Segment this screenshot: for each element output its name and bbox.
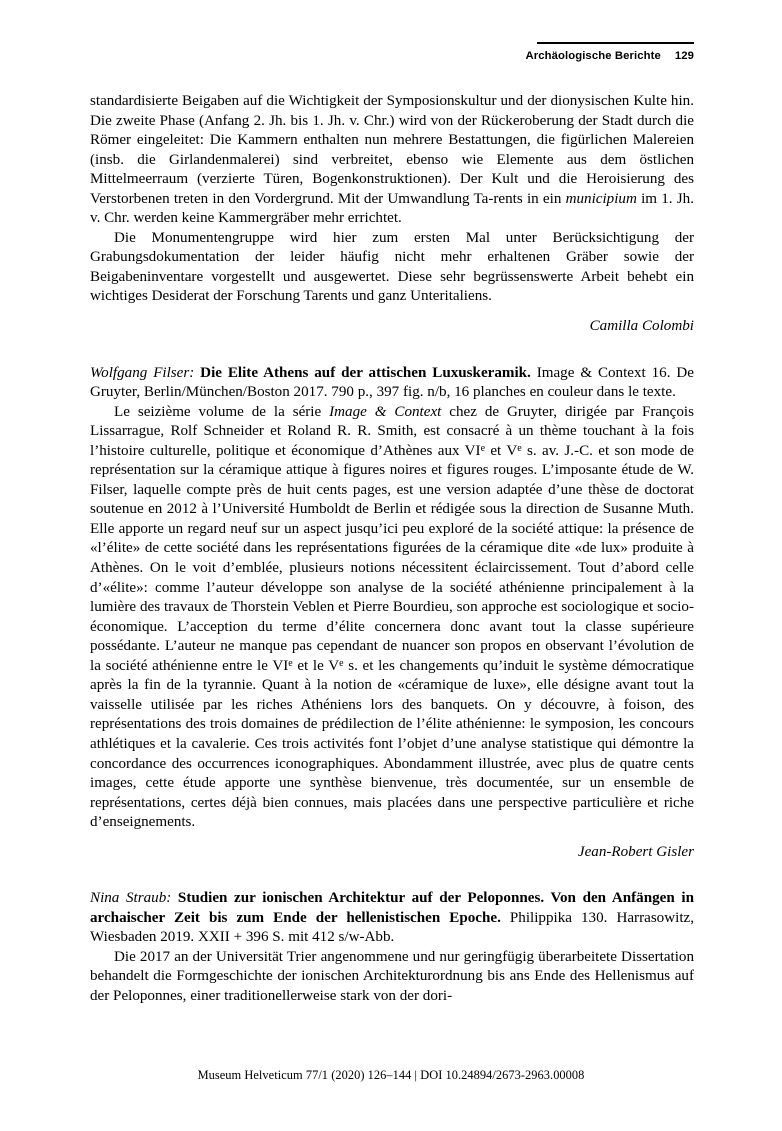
review-publication-filser: Image & Context 16. De Gruyter, Berlin/München/Boston 2017. 790 p., 397 fig. n/b, 16 planches en couleur dans le texte. xyxy=(90,364,694,401)
paragraph-review-filser xyxy=(90,403,694,833)
review-title-filser: Die Elite Athens auf der attischen Luxuskeramik. xyxy=(200,364,531,381)
filser-text-2: chez de Gruyter, dirigée par François Lissarrague, Rolf Schneider et Roland R. R. Smith, est consacré à un thème touchant à la fois l’histoire culturelle, politique et économique d’Athènes aux VI xyxy=(90,403,694,459)
spacer-before-signature-2 xyxy=(90,833,694,843)
ordinal-suffix-2: e xyxy=(517,442,522,454)
review-heading-straub xyxy=(90,889,694,948)
signature-camilla-colombi: Camilla Colombi xyxy=(589,318,694,335)
review-heading-filser xyxy=(90,364,694,403)
review-author-filser: Wolfgang Filser: xyxy=(90,364,195,381)
paragraph-continued-2: Die Monumentengruppe wird hier zum ersten Mal unter Berücksichtigung der Grabungsdokumentation der leider häufig nicht mehr erhaltenen Gräber sowie der Beigabeninventare vorgestellt und ausgewertet. Diese sehr begrüssenswerte Arbeit behebt ein wichtiges Desiderat der Forschung Tarents und ganz Unteritaliens. xyxy=(90,229,694,305)
spacer-before-review-filser xyxy=(90,337,694,364)
review-publication-straub: Philippika 130. Harrasowitz, Wiesbaden 2019. XXII + 396 S. mit 412 s/w-Abb. xyxy=(90,909,694,946)
text-column xyxy=(90,92,694,1007)
paragraph-continued-1-text: standardisierte Beigaben auf die Wichtigkeit der Symposionskultur und der dionysischen Kulte hin. Die zweite Phase (Anfang 2. Jh. bis 1. Jh. v. Chr.) wird von der Rückeroberung der Stadt durch die Römer eingeleitet: Die Kammern enthalten nun mehrere Bestattungen, die figürlichen Malereien (insb. die Girlandenmalerei) sind verbreitet, ebenso wie Elemente aus dem östlichen Mittelmeerraum (verzierte Türen, Bogenkonstruktionen). Der Kult und die Heroisierung des Verstorbenen treten in den Vordergrund. Mit der Umwandlung Ta-rents in ein xyxy=(90,93,694,207)
italic-image-and-context: Image & Context xyxy=(329,403,442,420)
running-head-rule xyxy=(537,42,694,44)
filser-text-4: s. av. J.-C. et son mode de représentation sur la céramique attique à figures noires et figures rouges. L’imposante étude de W. Filser, laquelle compte près de huit cents pages, est une version adaptée d’une thèse de doctorat soutenue en 2012 à l’Université Humboldt de Berlin et rédigée sous la direction de Susanne Muth. Elle apporte un regard neuf sur un aspect jusqu’ici peu exploré de la société attique: la présence de «l’élite» de cette société dans les représentations figurées de la céramique dite «de lux» produite à Athènes. On le voit d’emblée, plusieurs notions nécessitent éclaircissement. Tout d’abord celle d’«élite»: comme l’auteur développe son analyse de la société athénienne principalement à la lumière des travaux de Thorstein Veblen et Pierre Bourdieu, son approche est sociologique et socio-économique. L’acception du terme d’élite concernera donc avant tout la classe supérieure possédante. L’auteur ne manque pas cependant de nuancer son propos en observant l’évolution de la société athénienne entre le VI xyxy=(90,442,694,674)
ordinal-suffix-4: e xyxy=(339,657,344,669)
spacer-before-review-straub xyxy=(90,862,694,889)
filser-text-6: s. et les changements qu’induit le système démocratique après la fin de la tyrannie. Quant à la notion de «céramique de luxe», elle désigne avant tout la vaisselle utilisée par les riches Athéniens lors des banquets. On y découvre, à foison, des représentations des trois domaines de prédilection de l’élite athénienne: le symposion, les concours athlétiques et la cavalerie. Ces trois activités font l’objet d’une analyse statistique qui démontre la concordance des occurrences iconographiques. Abondamment illustrée, avec plus de quatre cents images, cette étude apporte une synthèse bienvenue, très documentée, sur un ensemble de représentations, certes déjà bien connues, mais placées dans une perspective particulière et riche d’enseignements. xyxy=(90,657,695,831)
spacer-before-signature-1 xyxy=(90,307,694,317)
italic-municipium: municipium xyxy=(565,190,637,207)
running-head xyxy=(90,42,694,62)
paragraph-continued-1-tail: im 1. Jh. v. Chr. werden keine Kammergräber mehr errichtet. xyxy=(90,190,694,227)
filser-text-1: Le seizième volume de la série xyxy=(114,403,330,420)
paragraph-continued-1 xyxy=(90,92,694,229)
running-head-line xyxy=(90,50,694,62)
running-head-title: Archäologische Berichte xyxy=(525,50,661,62)
review-title-straub: Studien zur ionischen Architektur auf der Peloponnes. Von den Anfängen in archaischer Zeit bis zum Ende der hellenistischen Epoche. xyxy=(90,890,694,926)
signature-jean-robert-gisler: Jean-Robert Gisler xyxy=(577,843,694,860)
paragraph-review-straub: Die 2017 an der Universität Trier angenommene und nur geringfügig überarbeitete Dissertation behandelt die Formgeschichte der ionischen Architekturordnung bis ans Ende des Hellenismus auf der Peloponnes, einer traditionellerweise stark von der dori- xyxy=(90,948,694,1004)
footer-citation: Museum Helveticum 77/1 (2020) 126–144 | DOI 10.24894/2673-2963.00008 xyxy=(197,1068,585,1082)
ordinal-suffix-3: e xyxy=(288,657,293,669)
filser-text-3: et V xyxy=(484,442,518,459)
filser-text-5: et le V xyxy=(292,657,340,674)
ordinal-suffix-1: e xyxy=(480,442,485,454)
review-author-straub: Nina Straub: xyxy=(90,890,172,907)
page-number: 129 xyxy=(674,50,694,62)
